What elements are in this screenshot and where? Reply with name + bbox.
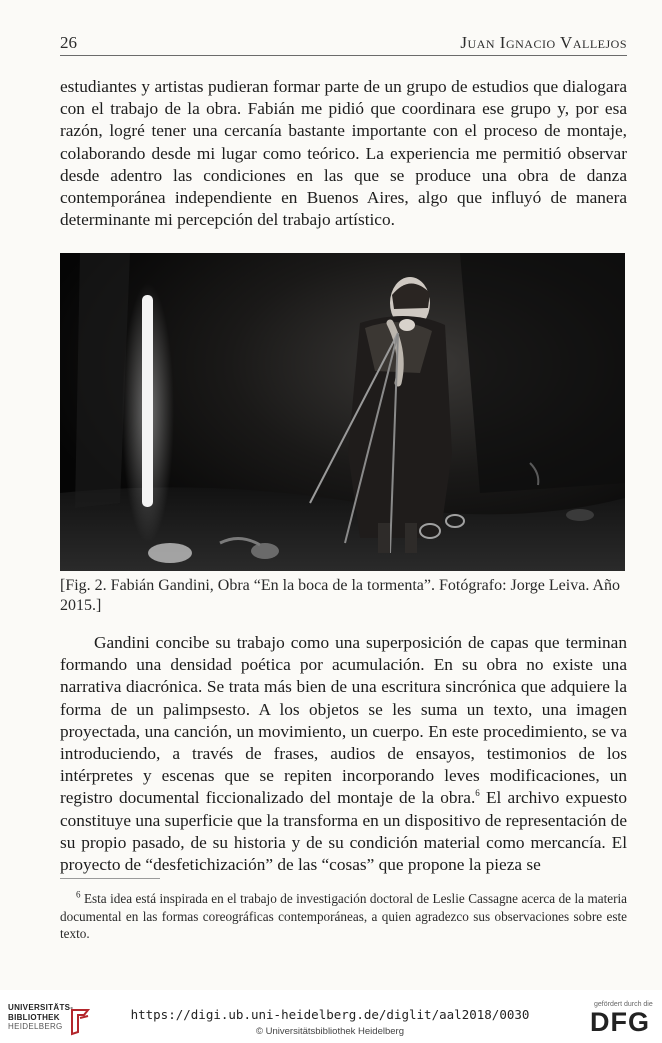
dfg-logo[interactable]: DFG xyxy=(590,1007,650,1037)
library-logo-icon xyxy=(68,1006,92,1036)
permalink-url[interactable]: https://digi.ub.uni-heidelberg.de/diglit/aal2018/0030 xyxy=(130,1007,530,1022)
footnote xyxy=(60,890,627,943)
figure-caption: [Fig. 2. Fabián Gandini, Obra “En la boca de la tormenta”. Fotógrafo: Jorge Leiva. Año 2015.] xyxy=(60,577,620,614)
page-number: 26 xyxy=(60,33,77,52)
body-paragraph-2 xyxy=(60,632,627,876)
funder-label: gefördert durch die xyxy=(594,1001,653,1008)
library-name-line2: BIBLIOTHEK xyxy=(8,1012,60,1022)
footnote-divider xyxy=(60,878,160,879)
body-paragraph-2-part2: El archivo expuesto constituye una superficie que la transforma en un dispositivo de representación de su propio pasado, de su historia y de su condición material como mercancía. El proyecto de “desfetichización” de las “cosas” que propone la pieza se xyxy=(60,788,627,875)
library-logo-text[interactable] xyxy=(8,1003,73,1032)
footnote-reference[interactable]: 6 xyxy=(475,788,480,799)
figure-photograph xyxy=(60,253,625,571)
library-name-line3: HEIDELBERG xyxy=(8,1022,63,1031)
running-header xyxy=(60,33,627,56)
copyright-notice: © Universitätsbibliothek Heidelberg xyxy=(256,1026,404,1037)
footnote-number: 6 xyxy=(76,889,81,900)
body-paragraph-2-part1: Gandini concibe su trabajo como una superposición de capas que terminan formando una densidad poética por acumulación. En su obra no existe una narrativa diacrónica. Se trata más bien de una escritura sincrónica que adquiere la forma de un palimpsesto. A los objetos se les suma un texto, una imagen proyectada, una canción, un movimiento, un cuerpo. En este procedimiento, se va introduciendo, a través de frases, audios de ensayos, testimonios de los intérpretes y escenas que se repiten incorporando leves modificaciones, un registro documental ficcionalizado del montaje de la obra. xyxy=(60,633,627,808)
performance-photo-image xyxy=(60,253,625,571)
library-name-line1: UNIVERSITÄTS- xyxy=(8,1003,74,1012)
running-head-author: Juan Ignacio Vallejos xyxy=(460,33,627,52)
footnote-text: Esta idea está inspirada en el trabajo de investigación doctoral de Leslie Cassagne acerca de la materia documental en las formas coreográficas contemporáneas, a quien agradezco sus observaciones sobre este texto. xyxy=(60,891,627,941)
body-paragraph-1: estudiantes y artistas pudieran formar parte de un grupo de estudios que dialogara con el trabajo de la obra. Fabián me pidió que coordinara ese grupo y, por esa razón, logré tener una cercanía bastante importante con el proceso de montaje, colaborando desde mi lugar como teórico. La experiencia me permitió observar desde adentro las condiciones en las que se produce una obra de danza contemporánea independiente en Buenos Aires, algo que influyó de manera determinante mi percepción del trabajo artístico. xyxy=(60,77,627,230)
